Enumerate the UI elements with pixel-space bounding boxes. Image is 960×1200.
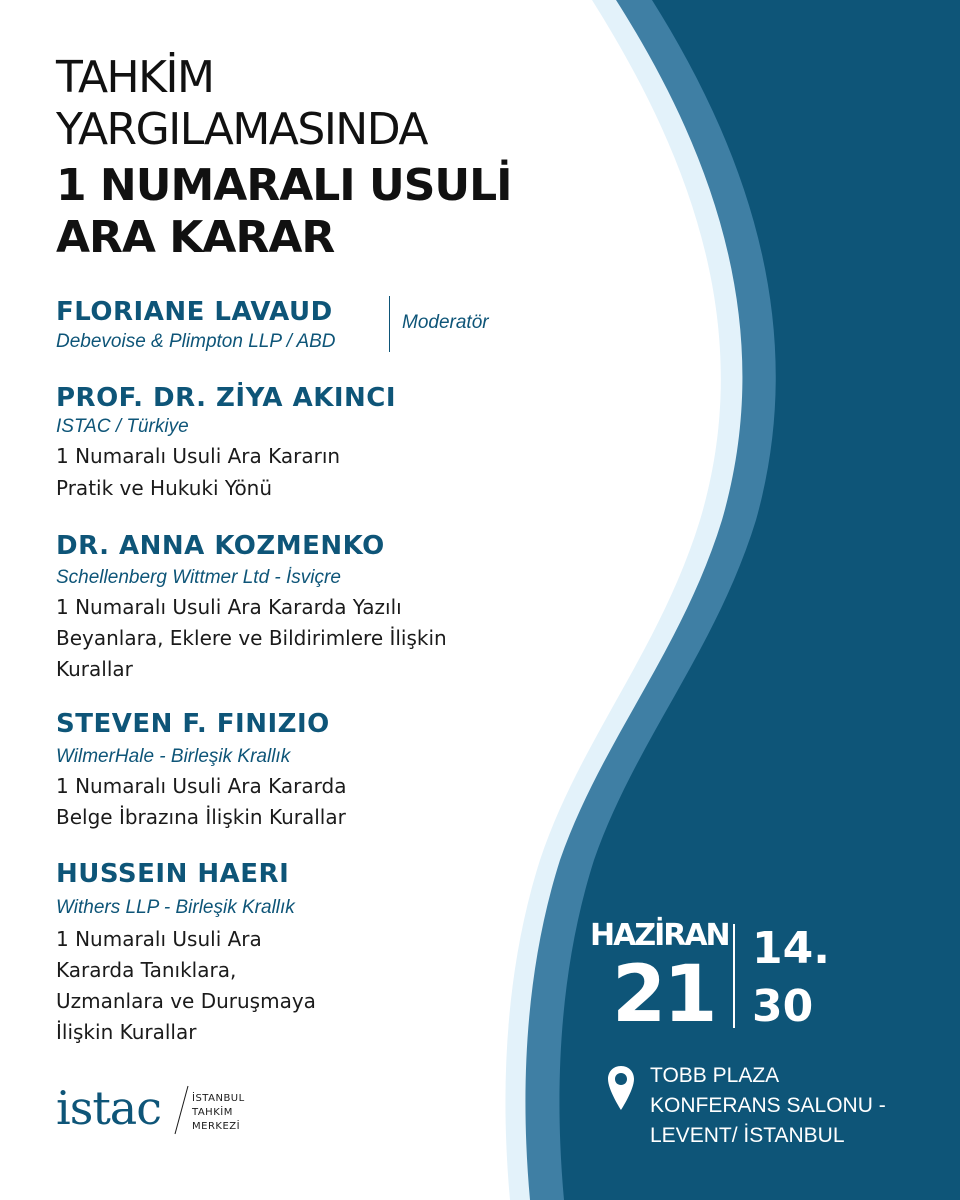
venue-line-3: LEVENT/ İSTANBUL [650,1124,845,1147]
logo-text-line-1: İSTANBUL [192,1093,245,1104]
speaker-1-affiliation: ISTAC / Türkiye [56,416,189,437]
speaker-1-topic-line-2: Pratik ve Hukuki Yönü [56,476,273,500]
title-line-4: ARA KARAR [56,212,335,263]
speaker-3-topic-line-2: Belge İbrazına İlişkin Kurallar [56,805,346,829]
moderator-affiliation: Debevoise & Plimpton LLP / ABD [56,331,336,352]
speaker-4-topic-line-3: Uzmanlara ve Duruşmaya [56,989,316,1013]
event-time-hour: 14. [752,923,830,974]
speaker-4-topic-line-1: 1 Numaralı Usuli Ara [56,927,262,951]
title-line-3: 1 NUMARALI USULİ [56,160,512,211]
logo-text-line-2: TAHKİM [192,1107,233,1118]
location-pin-icon [606,1064,636,1112]
logo-slash-divider [172,1084,190,1136]
speaker-2-affiliation: Schellenberg Wittmer Ltd - İsviçre [56,567,341,588]
speaker-2-name: DR. ANNA KOZMENKO [56,531,385,561]
speaker-3-affiliation: WilmerHale - Birleşik Krallık [56,746,291,767]
speaker-4-topic-line-2: Kararda Tanıklara, [56,958,237,982]
speaker-3-topic-line-1: 1 Numaralı Usuli Ara Kararda [56,774,347,798]
speaker-2-topic-line-3: Kurallar [56,657,133,681]
speaker-1-topic-line-1: 1 Numaralı Usuli Ara Kararın [56,444,341,468]
venue-line-1: TOBB PLAZA [650,1064,780,1087]
speaker-3-name: STEVEN F. FINIZIO [56,709,330,739]
title-line-1: TAHKİM [56,52,214,103]
speaker-4-name: HUSSEIN HAERI [56,859,290,889]
speaker-2-topic-line-2: Beyanlara, Eklere ve Bildirimlere İlişkin [56,626,447,650]
moderator-divider [389,296,390,352]
moderator-role: Moderatör [402,312,489,333]
date-time-divider [733,924,735,1028]
title-line-2: YARGILAMASINDA [56,104,427,155]
venue-line-2: KONFERANS SALONU - [650,1094,886,1117]
moderator-name: FLORIANE LAVAUD [56,297,333,327]
istac-logo-wordmark: istac [56,1081,161,1135]
speaker-2-topic-line-1: 1 Numaralı Usuli Ara Kararda Yazılı [56,595,402,619]
speaker-4-topic-line-4: İlişkin Kurallar [56,1020,197,1044]
speaker-1-name: PROF. DR. ZİYA AKINCI [56,383,397,413]
event-day: 21 [612,950,715,1040]
event-month: HAZİRAN [590,918,729,953]
logo-text-line-3: MERKEZİ [192,1121,241,1132]
event-time-minute: 30 [752,981,814,1032]
speaker-4-affiliation: Withers LLP - Birleşik Krallık [56,897,295,918]
